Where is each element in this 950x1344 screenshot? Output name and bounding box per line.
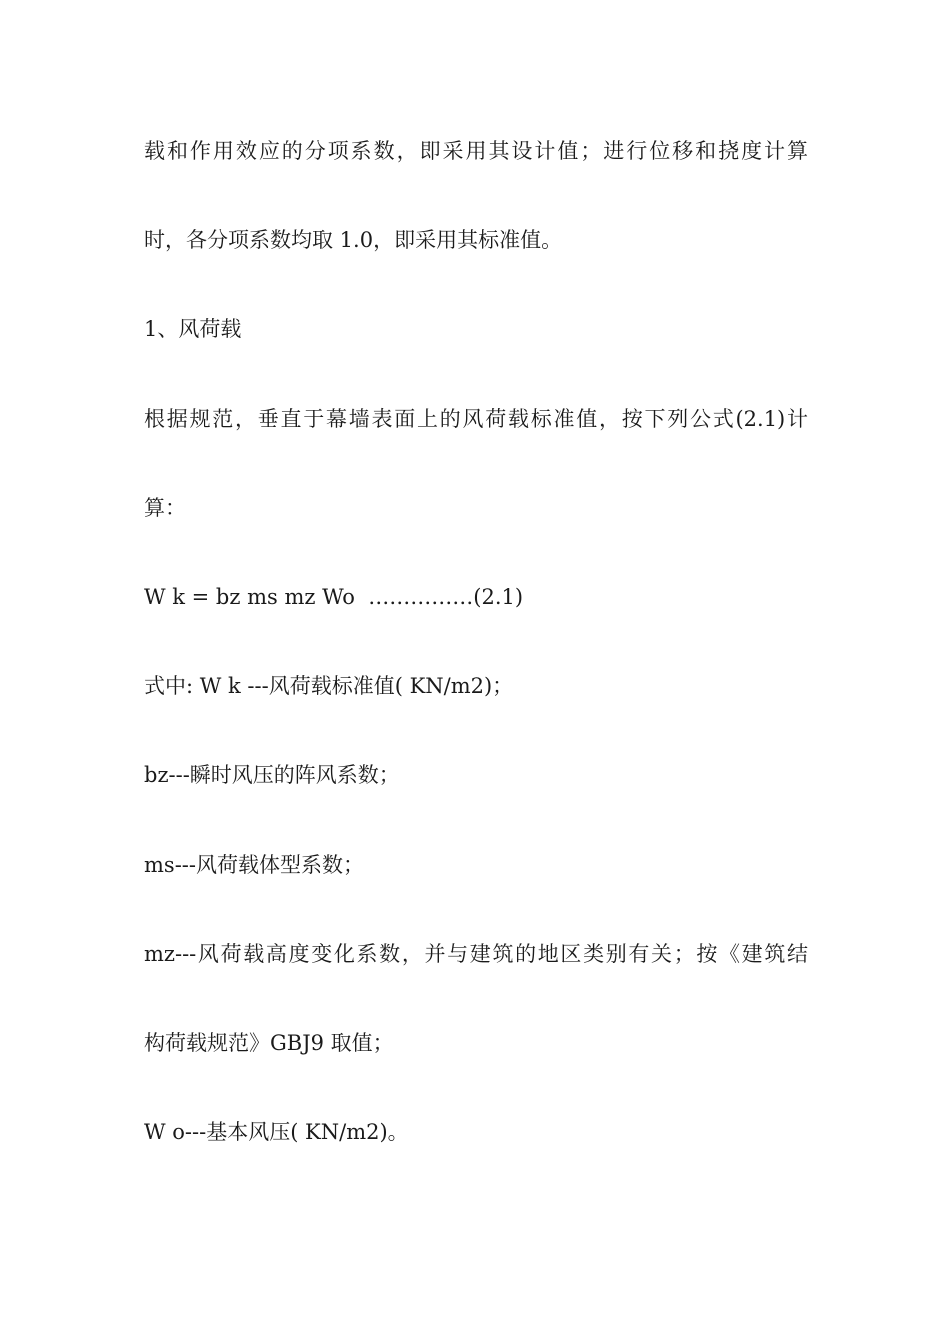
definition-bz: bz---瞬时风压的阵风系数； xyxy=(144,763,400,788)
paragraph-line-4: 根据规范，垂直于幕墙表面上的风荷载标准值，按下列公式(2.1)计 xyxy=(144,406,808,431)
paragraph-line-5: 算： xyxy=(144,495,186,520)
paragraph-line-2: 时，各分项系数均取 1.0，即采用其标准值。 xyxy=(144,228,563,253)
definition-ms: ms---风荷载体型系数； xyxy=(144,852,364,877)
document-body xyxy=(144,128,808,1198)
section-heading-wind-load: 1、风荷载 xyxy=(144,317,242,342)
definition-mz: mz---风荷载高度变化系数，并与建筑的地区类别有关；按《建筑结 xyxy=(144,941,808,966)
formula-line: W k = bz ms mz Wo ……………(2.1) xyxy=(144,584,524,609)
paragraph-line-1: 载和作用效应的分项系数，即采用其设计值；进行位移和挠度计算 xyxy=(144,139,808,163)
definition-mz-continued: 构荷载规范》GBJ9 取值； xyxy=(144,1030,394,1055)
definition-wk: 式中: W k ---风荷载标准值( KN/m2)； xyxy=(144,674,514,699)
definition-wo: W o---基本风压( KN/m2)。 xyxy=(144,1120,409,1145)
